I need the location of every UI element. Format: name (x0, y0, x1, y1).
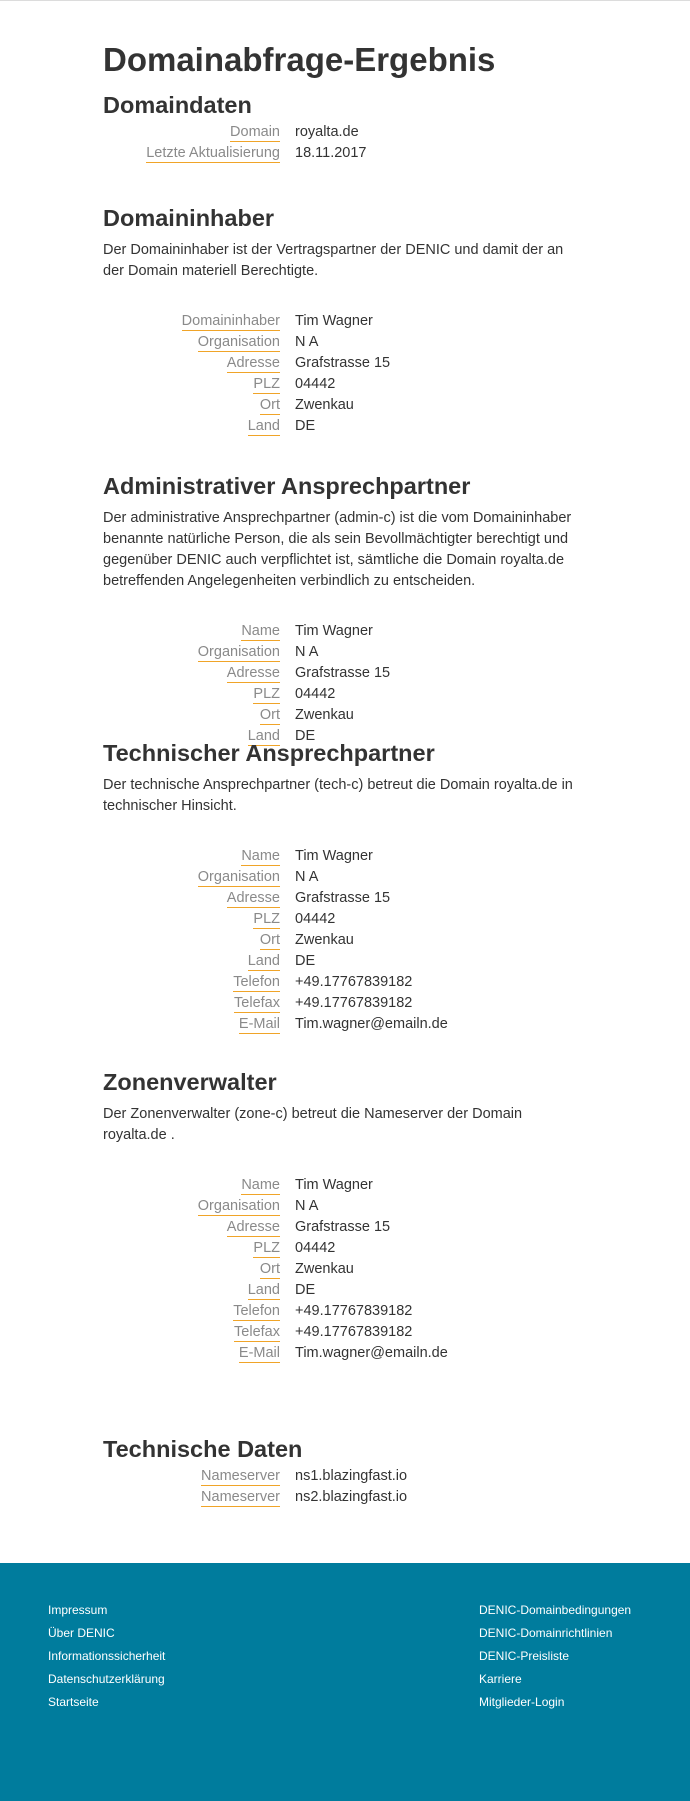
kv-row (103, 1488, 407, 1509)
field-label: E-Mail (238, 1016, 280, 1032)
section-tech-c (103, 738, 583, 1036)
field-value: +49.17767839182 (295, 974, 413, 990)
field-label: Land (247, 953, 280, 969)
kv-row (103, 396, 390, 417)
field-value: +49.17767839182 (295, 1303, 413, 1319)
kv-row (103, 973, 448, 994)
footer-links-left (48, 1599, 165, 1714)
field-label: Land (247, 728, 280, 744)
section-domaindaten (103, 90, 367, 165)
kv-row (103, 994, 448, 1015)
footer-link[interactable]: DENIC-Domainbedingungen (479, 1603, 632, 1617)
field-label: Domain (230, 124, 280, 140)
field-label: Telefax (234, 995, 280, 1011)
kv-row (103, 1260, 448, 1281)
section-admin-c (103, 471, 583, 748)
top-divider (0, 0, 690, 1)
field-value: N A (295, 1198, 319, 1214)
kv-row (103, 622, 390, 643)
field-value: +49.17767839182 (295, 1324, 413, 1340)
kv-row (103, 333, 390, 354)
field-label: PLZ (253, 911, 280, 927)
field-label: Organisation (197, 644, 280, 660)
field-label: Telefax (234, 1324, 280, 1340)
field-value: N A (295, 644, 319, 660)
field-label: Land (247, 418, 280, 434)
field-value: 04442 (295, 911, 336, 927)
field-label: Telefon (233, 1303, 280, 1319)
kv-row (103, 1197, 448, 1218)
footer-link[interactable]: Mitglieder-Login (479, 1695, 565, 1709)
field-value: Tim Wagner (295, 848, 373, 864)
kv-row (103, 312, 390, 333)
field-value: 04442 (295, 686, 336, 702)
field-value: DE (295, 728, 316, 744)
field-label: Adresse (226, 665, 280, 681)
kv-row (103, 706, 390, 727)
field-value: N A (295, 869, 319, 885)
footer-link[interactable]: Über DENIC (48, 1626, 115, 1640)
kv-row (103, 952, 448, 973)
section-description: Der technische Ansprechpartner (tech-c) betreut die Domain royalta.de in technischer Hinsicht. (103, 777, 573, 814)
footer-link[interactable]: DENIC-Preisliste (479, 1649, 570, 1663)
field-value: Zwenkau (295, 397, 354, 413)
field-label: Name (241, 1177, 280, 1193)
field-value: Tim Wagner (295, 623, 373, 639)
kv-row (103, 868, 448, 889)
field-label: Ort (259, 1261, 280, 1277)
field-value: Grafstrasse 15 (295, 665, 391, 681)
field-label: Adresse (226, 890, 280, 906)
field-label: Domaininhaber (181, 313, 280, 329)
field-label: Adresse (226, 1219, 280, 1235)
field-label: Organisation (197, 334, 280, 350)
kv-row (103, 1176, 448, 1197)
field-label: Nameserver (201, 1468, 280, 1484)
field-label: Name (241, 848, 280, 864)
section-domaininhaber (103, 203, 583, 438)
kv-row (103, 1239, 448, 1260)
section-heading: Technischer Ansprechpartner (103, 740, 435, 766)
field-label: Nameserver (201, 1489, 280, 1505)
field-value: +49.17767839182 (295, 995, 413, 1011)
section-description: Der administrative Ansprechpartner (admin-c) ist die vom Domaininhaber benannte natürliche Person, die als sein Bevollmächtigter berechtigt und gegenüber DENIC auch verpflichtet ist, sämtliche die Domain royalta.de betreffenden Angelegenheiten verbindlich zu entscheiden. (103, 510, 572, 589)
section-heading: Administrativer Ansprechpartner (103, 473, 471, 499)
kv-row (103, 417, 390, 438)
field-value: Zwenkau (295, 707, 354, 723)
kv-row (103, 1281, 448, 1302)
field-value: Grafstrasse 15 (295, 1219, 391, 1235)
field-label: Ort (259, 397, 280, 413)
field-value: Tim.wagner@emailn.de (295, 1345, 448, 1361)
kv-table (103, 123, 367, 165)
kv-table (103, 622, 390, 748)
field-label: PLZ (253, 1240, 280, 1256)
section-description: Der Domaininhaber ist der Vertragspartner der DENIC und damit der an der Domain materiell Berechtigte. (103, 242, 564, 279)
field-value: DE (295, 1282, 316, 1298)
field-label: Ort (259, 932, 280, 948)
field-value: Grafstrasse 15 (295, 355, 391, 371)
field-label: Name (241, 623, 280, 639)
field-value: DE (295, 953, 316, 969)
footer-link[interactable]: Startseite (48, 1695, 99, 1709)
field-value: 04442 (295, 376, 336, 392)
section-technische-daten (103, 1434, 407, 1509)
field-label: PLZ (253, 686, 280, 702)
kv-row (103, 910, 448, 931)
kv-row (103, 1015, 448, 1036)
kv-row (103, 931, 448, 952)
footer-links-right (479, 1599, 631, 1714)
page-title: Domainabfrage-Ergebnis (103, 41, 496, 78)
kv-row (103, 685, 390, 706)
field-label: PLZ (253, 376, 280, 392)
kv-row (103, 1467, 407, 1488)
footer-link[interactable]: Karriere (479, 1672, 522, 1686)
field-label: Adresse (226, 355, 280, 371)
field-label: Land (247, 1282, 280, 1298)
footer-link[interactable]: Datenschutzerklärung (48, 1672, 165, 1686)
field-label: Letzte Aktualisierung (146, 145, 280, 161)
footer-link[interactable]: DENIC-Domainrichtlinien (479, 1626, 613, 1640)
field-label: Organisation (197, 1198, 280, 1214)
field-value: Tim Wagner (295, 1177, 373, 1193)
kv-table (103, 312, 390, 438)
field-label: Telefon (233, 974, 280, 990)
field-value: 04442 (295, 1240, 336, 1256)
field-value: N A (295, 334, 319, 350)
kv-row (103, 1323, 448, 1344)
field-label: Ort (259, 707, 280, 723)
kv-row (103, 1302, 448, 1323)
kv-row (103, 1218, 448, 1239)
section-heading: Domaininhaber (103, 205, 275, 231)
kv-row (103, 889, 448, 910)
footer-link[interactable]: Impressum (48, 1603, 108, 1617)
kv-table (103, 1467, 407, 1509)
footer-link[interactable]: Informationssicherheit (48, 1649, 166, 1663)
site-footer (0, 1563, 690, 1801)
field-value: 18.11.2017 (295, 145, 367, 161)
section-heading: Zonenverwalter (103, 1069, 277, 1095)
kv-row (103, 123, 367, 144)
field-value: Tim.wagner@emailn.de (295, 1016, 448, 1032)
kv-row (103, 847, 448, 868)
section-heading: Domaindaten (103, 92, 252, 118)
field-value: Zwenkau (295, 1261, 354, 1277)
kv-row (103, 664, 390, 685)
section-heading: Technische Daten (103, 1436, 303, 1462)
kv-table (103, 1176, 448, 1365)
field-value: DE (295, 418, 316, 434)
kv-row (103, 144, 367, 165)
kv-table (103, 847, 448, 1036)
section-description: Der Zonenverwalter (zone-c) betreut die Nameserver der Domain royalta.de . (103, 1106, 523, 1143)
field-value: Zwenkau (295, 932, 354, 948)
kv-row (103, 643, 390, 664)
field-value: royalta.de (295, 124, 359, 140)
field-value: Grafstrasse 15 (295, 890, 391, 906)
section-zone-c (103, 1067, 583, 1365)
field-value: Tim Wagner (295, 313, 373, 329)
field-value: ns2.blazingfast.io (295, 1489, 408, 1505)
field-value: ns1.blazingfast.io (295, 1468, 408, 1484)
kv-row (103, 354, 390, 375)
field-label: E-Mail (238, 1345, 280, 1361)
kv-row (103, 375, 390, 396)
kv-row (103, 1344, 448, 1365)
field-label: Organisation (197, 869, 280, 885)
